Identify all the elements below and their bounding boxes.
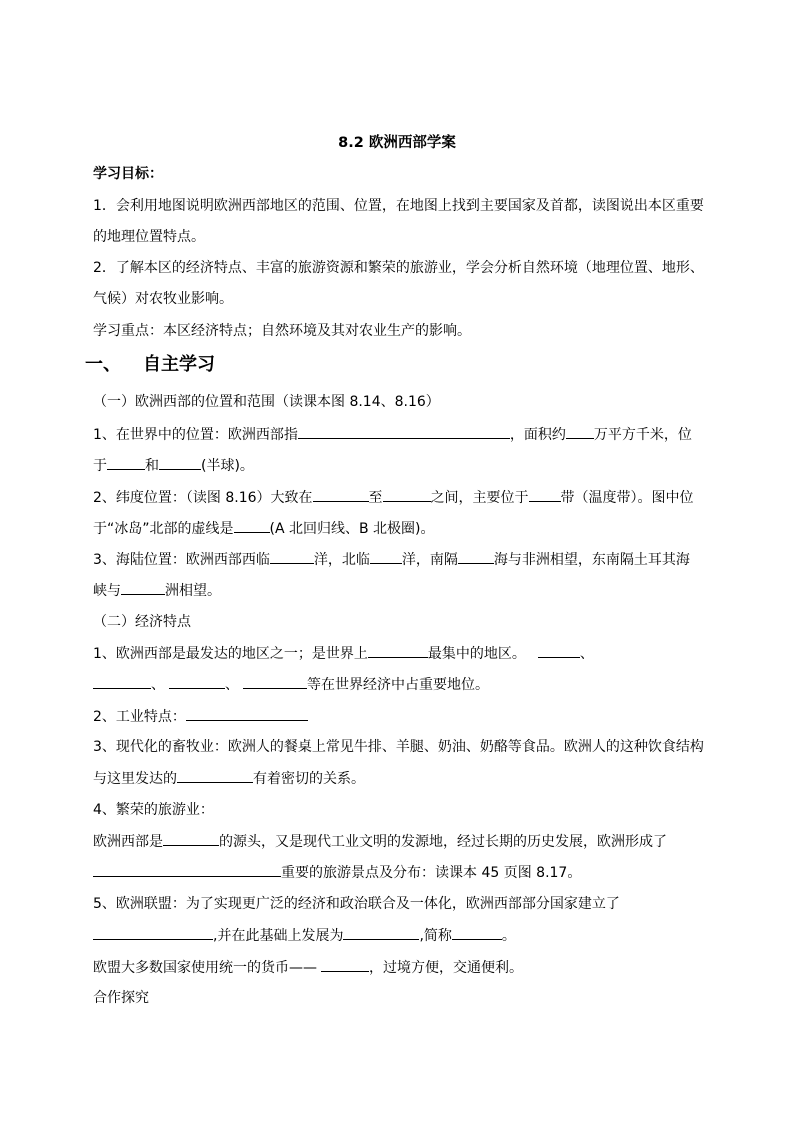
part-2-heading: （二）经济特点 [93,614,191,630]
q-eu-line-2: ,并在此基础上发展为 ,简称 。 [93,925,516,946]
q-latitude-line-1: 2、纬度位置：（读图 8.16）大致在 至 之间，主要位于 带（温度带）。图中位 [93,487,694,508]
q-sea-land-line-1: 3、海陆位置：欧洲西部西临 洋，北临 洋，南隔 海与非洲相望，东南隔土耳其海 [93,549,690,570]
objective-1-line-1: 1．会利用地图说明欧洲西部地区的范围、位置，在地图上找到主要国家及首都，读图说出本区重要 [93,198,704,214]
q-industry: 2、工业特点： [93,706,308,727]
objective-2-line-1: 2．了解本区的经济特点、丰富的旅游资源和繁荣的旅游业，学会分析自然环境（地理位置、地形、 [93,260,704,276]
objective-1-line-2: 的地理位置特点。 [93,229,205,245]
answer-blank[interactable] [566,424,594,439]
answer-blank[interactable] [383,487,431,502]
q-economy-line-1: 1、欧洲西部是最发达的地区之一；是世界上 最集中的地区。 、 [93,643,594,664]
answer-blank[interactable] [163,831,219,846]
answer-blank[interactable] [169,674,225,689]
answer-blank[interactable] [321,957,369,972]
answer-blank[interactable] [243,674,307,689]
answer-blank[interactable] [370,549,402,564]
q-livestock-line-2: 与这里发达的 有着密切的关系。 [93,768,365,789]
answer-blank[interactable] [313,487,369,502]
answer-blank[interactable] [159,455,201,470]
answer-blank[interactable] [234,518,270,533]
key-points: 学习重点：本区经济特点；自然环境及其对农业生产的影响。 [93,323,471,339]
answer-blank[interactable] [186,706,308,721]
answer-blank[interactable] [368,643,428,658]
answer-blank[interactable] [538,643,580,658]
q-livestock-line-1: 3、现代化的畜牧业：欧洲人的餐桌上常见牛排、羊腿、奶油、奶酪等食品。欧洲人的这种饮食结构 [93,739,704,755]
page-title: 8.2 欧洲西部学案 [338,135,456,151]
section-1-heading [85,355,215,375]
objectives-heading: 学习目标： [93,166,163,182]
q-tourism-heading: 4、繁荣的旅游业： [93,802,214,818]
answer-blank[interactable] [93,674,151,689]
q-tourism-line-1: 欧洲西部是 的源头，又是现代工业文明的发源地，经过长期的历史发展，欧洲形成了 [93,831,667,852]
section-number: 一、 [85,354,121,375]
answer-blank[interactable] [121,580,165,595]
objective-2-line-2: 气候）对农牧业影响。 [93,291,233,307]
answer-blank[interactable] [343,925,419,940]
q-economy-line-2: 、 、 等在世界经济中占重要地位。 [93,674,489,695]
answer-blank[interactable] [458,549,494,564]
section-title: 自主学习 [143,354,215,375]
q-eu-line-1: 5、欧洲联盟：为了实现更广泛的经济和政治联合及一体化，欧洲西部部分国家建立了 [93,896,620,912]
q-sea-land-line-2: 峡与 洲相望。 [93,580,221,601]
q-position-line-2: 于 和 (半球)。 [93,455,254,476]
answer-blank[interactable] [177,768,253,783]
answer-blank[interactable] [452,925,502,940]
q-position-line-1: 1、在世界中的位置：欧洲西部指 ，面积约 万平方千米，位 [93,424,692,445]
answer-blank[interactable] [93,925,213,940]
q-latitude-line-2: 于“冰岛”北部的虚线是 (A 北回归线、B 北极圈)。 [93,518,435,539]
q-currency: 欧盟大多数国家使用统一的货币—— ，过境方便，交通便利。 [93,957,523,978]
part-1-heading: （一）欧洲西部的位置和范围（读课本图 8.14、8.16） [93,394,440,410]
q-tourism-line-2: 重要的旅游景点及分布：读课本 45 页图 8.17。 [93,862,581,883]
answer-blank[interactable] [298,424,510,439]
answer-blank[interactable] [529,487,561,502]
answer-blank[interactable] [270,549,314,564]
answer-blank[interactable] [93,862,281,877]
answer-blank[interactable] [107,455,145,470]
cooperation-heading: 合作探究 [93,990,149,1006]
